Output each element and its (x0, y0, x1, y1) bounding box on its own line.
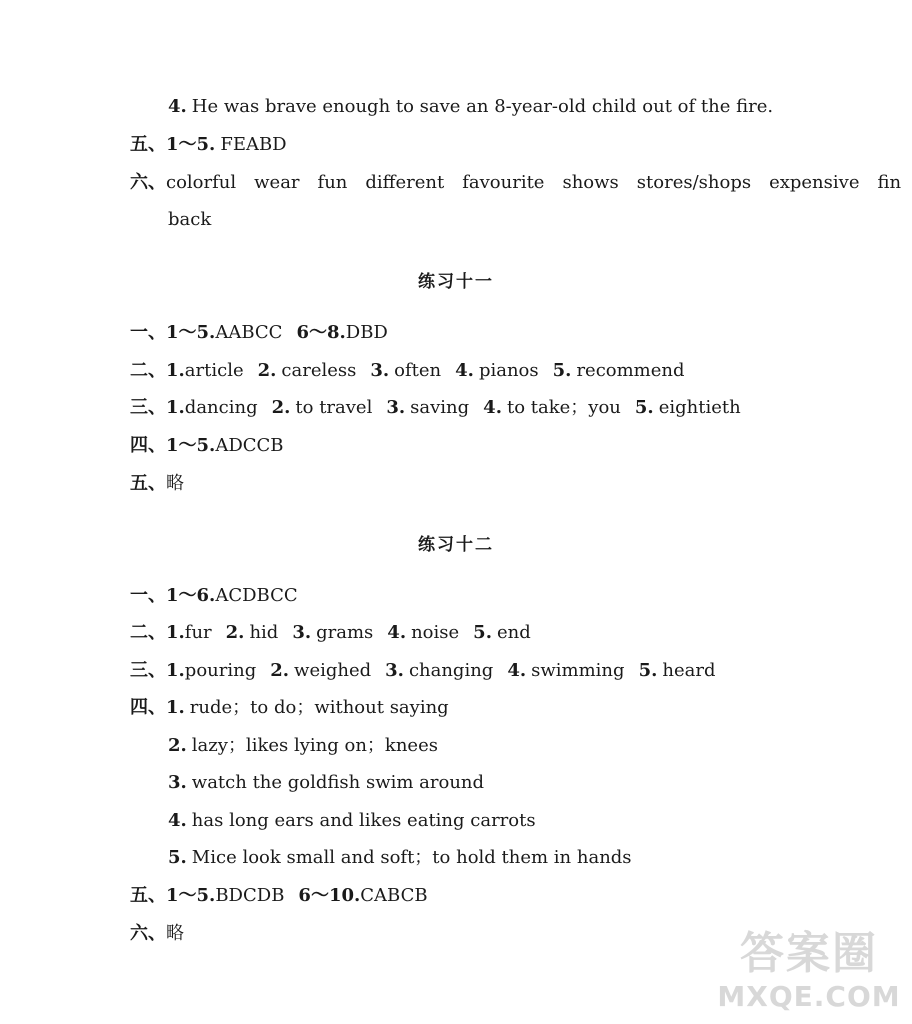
answer-text: recommend (576, 360, 685, 381)
answer-text: ADCCB (215, 435, 284, 456)
q-number: 5. (473, 622, 492, 643)
answer-text: rude；to do；without saying (189, 697, 449, 718)
ex11-part-1 (130, 322, 388, 344)
answer-text: watch the goldfish swim around (191, 772, 485, 793)
q-range: 1～5. (166, 435, 216, 456)
q-range: 1～5. (166, 322, 216, 343)
answer-text: 略 (166, 473, 184, 494)
ex12-part-4-item-4 (168, 810, 536, 832)
word: fin (877, 172, 902, 193)
part-label: 二、 (130, 360, 166, 381)
q-number: 5. (638, 660, 658, 681)
prev-part-liu-cont (168, 209, 211, 231)
answer-text: FEABD (220, 134, 287, 155)
ex11-part-4 (130, 435, 284, 457)
part-label: 五、 (130, 473, 166, 494)
prev-part-wu (130, 134, 287, 156)
answer-text: often (394, 360, 442, 381)
answer-text: He was brave enough to save an 8-year-old child out of the fire. (191, 96, 774, 117)
answer-text: end (496, 622, 531, 643)
q-number: 1. (166, 622, 185, 643)
q-number: 3. (385, 660, 404, 681)
ex12-part-4 (130, 697, 449, 719)
part-label: 四、 (130, 697, 166, 718)
answer-text: heard (662, 660, 716, 681)
answer-text: Mice look small and soft；to hold them in hands (191, 847, 632, 868)
part-label: 四、 (130, 435, 166, 456)
answer-text: hid (249, 622, 279, 643)
answer-text: changing (408, 660, 494, 681)
answer-text: 略 (166, 923, 184, 944)
ex12-part-2 (130, 622, 531, 644)
ex12-part-1 (130, 585, 298, 607)
q-number: 4. (483, 397, 502, 418)
q-number: 2. (257, 360, 277, 381)
answer-text: lazy；likes lying on；knees (191, 735, 438, 756)
q-number: 2. (270, 660, 290, 681)
answer-text: careless (281, 360, 357, 381)
answer-text: saving (410, 397, 470, 418)
ex12-part-5 (130, 885, 428, 907)
part-label: 一、 (130, 585, 166, 606)
prev-q4-line (168, 96, 773, 118)
q-number: 4. (507, 660, 527, 681)
q-range: 6～8. (296, 322, 346, 343)
word: back (168, 209, 212, 230)
ex12-part-4-item-2 (168, 735, 438, 757)
ex12-part-6 (130, 923, 184, 945)
q-number: 2. (271, 397, 291, 418)
ex11-part-2 (130, 360, 685, 382)
q-number: 1. (166, 397, 185, 418)
q-number: 5. (168, 847, 187, 868)
prev-part-liu (130, 172, 912, 194)
part-label: 一、 (130, 322, 166, 343)
part-label: 六、 (130, 923, 166, 944)
answer-text: pianos (478, 360, 539, 381)
q-number: 3. (292, 622, 312, 643)
answer-text: pouring (184, 660, 257, 681)
q-number: 2. (225, 622, 245, 643)
answer-text: to take；you (506, 397, 621, 418)
word: shows (562, 172, 619, 193)
answer-text: grams (316, 622, 374, 643)
answer-text: dancing (184, 397, 258, 418)
word: favourite (462, 172, 545, 193)
q-range: 1～6. (166, 585, 216, 606)
q-number: 5. (552, 360, 572, 381)
answer-text: eightieth (658, 397, 741, 418)
part-label: 五、 (130, 885, 166, 906)
ex12-part-3 (130, 660, 715, 682)
q-number: 4. (387, 622, 407, 643)
answer-text: fur (184, 622, 212, 643)
part-label: 五、 (130, 134, 166, 155)
q-number: 1. (166, 697, 185, 718)
q-range: 1～5. (166, 885, 216, 906)
ex11-part-3 (130, 397, 741, 419)
word: expensive (769, 172, 860, 193)
q-number: 1. (166, 660, 185, 681)
ex12-part-4-item-5 (168, 847, 632, 869)
word: stores/shops (636, 172, 752, 193)
word: different (365, 172, 445, 193)
q-range: 1～5. (166, 134, 216, 155)
ex12-part-4-item-3 (168, 772, 484, 794)
answer-text: weighed (294, 660, 372, 681)
q-number: 2. (168, 735, 187, 756)
q-number: 3. (168, 772, 187, 793)
answer-text: article (184, 360, 244, 381)
q-number: 4. (455, 360, 474, 381)
q-number: 4. (168, 810, 187, 831)
q-number: 4. (168, 96, 187, 117)
watermark-bottom: MXQE.COM (717, 980, 901, 1013)
answer-text: DBD (345, 322, 388, 343)
answer-text: ACDBCC (215, 585, 298, 606)
part-label: 二、 (130, 622, 166, 643)
answer-text: to travel (295, 397, 373, 418)
ex11-part-5 (130, 473, 184, 495)
answer-text: noise (411, 622, 460, 643)
section-title-ex11: 练习十一 (418, 272, 494, 292)
word: wear (254, 172, 300, 193)
q-number: 1. (166, 360, 185, 381)
watermark-top: 答案圈 (740, 928, 878, 979)
q-range: 6～10. (298, 885, 361, 906)
part-label: 三、 (130, 660, 166, 681)
word: colorful (166, 172, 237, 193)
part-label: 六、 (130, 172, 166, 193)
answer-text: BDCDB (215, 885, 285, 906)
word: fun (317, 172, 348, 193)
answer-text: swimming (531, 660, 625, 681)
part-label: 三、 (130, 397, 166, 418)
answer-text: AABCC (215, 322, 283, 343)
q-number: 3. (370, 360, 390, 381)
q-number: 3. (386, 397, 406, 418)
q-number: 5. (634, 397, 654, 418)
answer-text: CABCB (360, 885, 428, 906)
answer-text: has long ears and likes eating carrots (191, 810, 536, 831)
section-title-ex12: 练习十二 (418, 535, 494, 555)
watermark-logo (714, 928, 904, 1018)
